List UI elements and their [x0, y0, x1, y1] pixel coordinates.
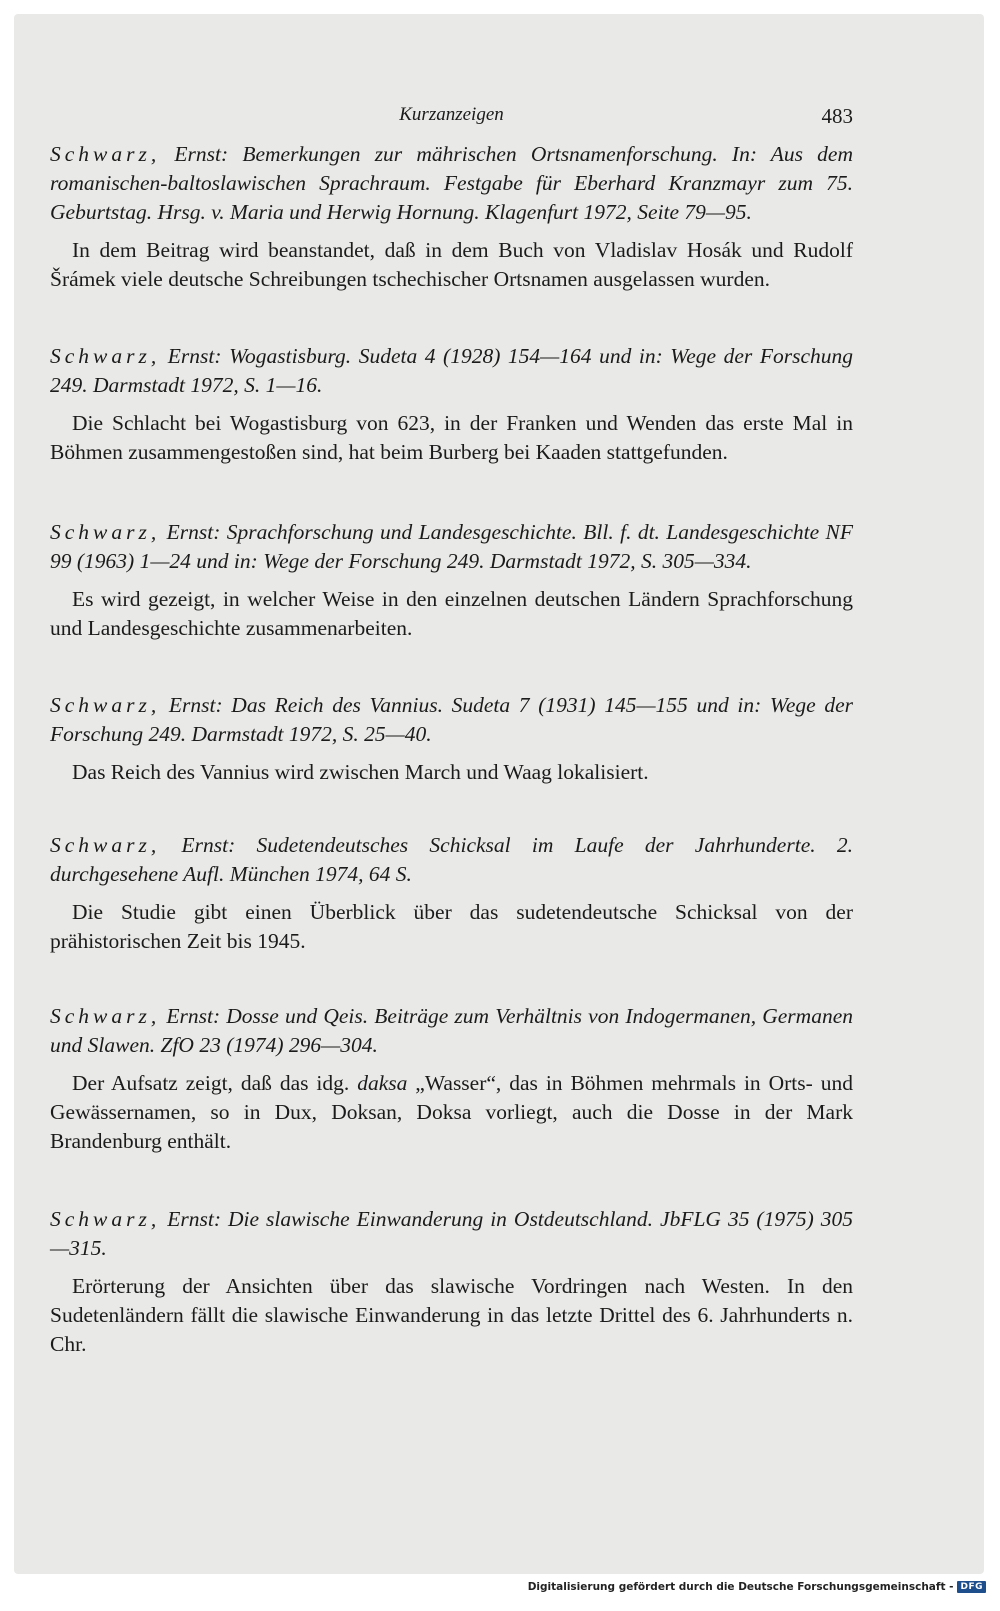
bibliography-entry [50, 1205, 853, 1359]
dfg-logo-icon: DFG [957, 1581, 986, 1593]
citation-text: Ernst: Wogastisburg. Sudeta 4 (1928) 154—164 und in: Wege der Forschung 249. Darmstadt 1972, S. 1—16. [50, 344, 853, 397]
citation-text: Ernst: Das Reich des Vannius. Sudeta 7 (1931) 145—155 und in: Wege der Forschung 249. Darmstadt 1972, S. 25—40. [50, 693, 853, 746]
entry-citation [50, 1205, 853, 1263]
entry-author: Schwarz, [50, 833, 161, 857]
entry-description: Es wird gezeigt, in welcher Weise in den einzelnen deutschen Ländern Sprachforschung und Landesgeschichte zusammenarbeiten. [50, 587, 853, 640]
entry-citation [50, 518, 853, 576]
running-header [50, 100, 853, 140]
entry-description: Das Reich des Vannius wird zwischen March und Waag lokalisiert. [72, 760, 649, 784]
entry-description: Die Schlacht bei Wogastisburg von 623, in der Franken und Wenden das erste Mal in Böhmen zusammengestoßen sind, hat beim Burberg bei Kaaden stattgefunden. [50, 411, 853, 464]
description-text: „Wasser“, das in Böhmen mehrmals in Orts- und Gewässernamen, so in Dux, Doksan, Doksa vorliegt, auch die Dosse in der Mark Brandenburg enthält. [50, 1071, 853, 1153]
citation-text: Ernst: Die slawische Einwanderung in Ostdeutschland. JbFLG 35 (1975) 305—315. [50, 1207, 853, 1260]
page-number: 483 [821, 104, 853, 128]
document-page [50, 100, 853, 1359]
digitization-credit [528, 1581, 986, 1593]
entry-author: Schwarz, [50, 1207, 161, 1231]
bibliography-entry [50, 342, 853, 467]
entry-description [50, 1069, 853, 1156]
entry-citation [50, 342, 853, 400]
entry-citation [50, 140, 853, 227]
running-title: Kurzanzeigen [399, 104, 504, 125]
entry-citation [50, 831, 853, 889]
entry-description: Die Studie gibt einen Überblick über das sudetendeutsche Schicksal von der prähistorischen Zeit bis 1945. [50, 900, 853, 953]
bibliography-entry [50, 140, 853, 294]
entry-description: In dem Beitrag wird beanstandet, daß in dem Buch von Vladislav Hosák und Rudolf Šrámek viele deutsche Schreibungen tschechischer Ortsnamen ausgelassen wurden. [50, 238, 853, 291]
entry-author: Schwarz, [50, 693, 161, 717]
entry-author: Schwarz, [50, 142, 161, 166]
bibliography-entry [50, 831, 853, 956]
description-text: Der Aufsatz zeigt, daß das idg. [72, 1071, 358, 1095]
bibliography-entry [50, 1002, 853, 1156]
bibliography-entry [50, 691, 853, 787]
citation-text: Ernst: Sprachforschung und Landesgeschichte. Bll. f. dt. Landesgeschichte NF 99 (1963) 1—24 und in: Wege der Forschung 249. Darmstadt 1972, S. 305—334. [50, 520, 853, 573]
citation-text: Ernst: Sudetendeutsches Schicksal im Laufe der Jahrhunderte. 2. durchgesehene Aufl. München 1974, 64 S. [50, 833, 853, 886]
entry-author: Schwarz, [50, 344, 161, 368]
entry-description: Erörterung der Ansichten über das slawische Vordringen nach Westen. In den Sudetenländern fällt die slawische Einwanderung in das letzte Drittel des 6. Jahrhunderts n. Chr. [50, 1274, 853, 1356]
citation-text: Ernst: Bemerkungen zur mährischen Ortsnamenforschung. In: Aus dem romanischen-baltoslawischen Sprachraum. Festgabe für Eberhard Kranzmayr zum 75. Geburtstag. Hrsg. v. Maria und Herwig Hornung. Klagenfurt 1972, Seite 79—95. [50, 142, 853, 224]
entry-citation [50, 1002, 853, 1060]
bibliography-entry [50, 518, 853, 643]
credit-text: Digitalisierung gefördert durch die Deutsche Forschungsgemeinschaft - [527, 1581, 954, 1593]
entry-author: Schwarz, [50, 520, 161, 544]
entry-citation [50, 691, 853, 749]
entry-author: Schwarz, [50, 1004, 161, 1028]
citation-text: Ernst: Dosse und Qeis. Beiträge zum Verhältnis von Indogermanen, Germanen und Slawen. ZfO 23 (1974) 296—304. [50, 1004, 853, 1057]
description-italic-term: daksa [357, 1071, 408, 1095]
